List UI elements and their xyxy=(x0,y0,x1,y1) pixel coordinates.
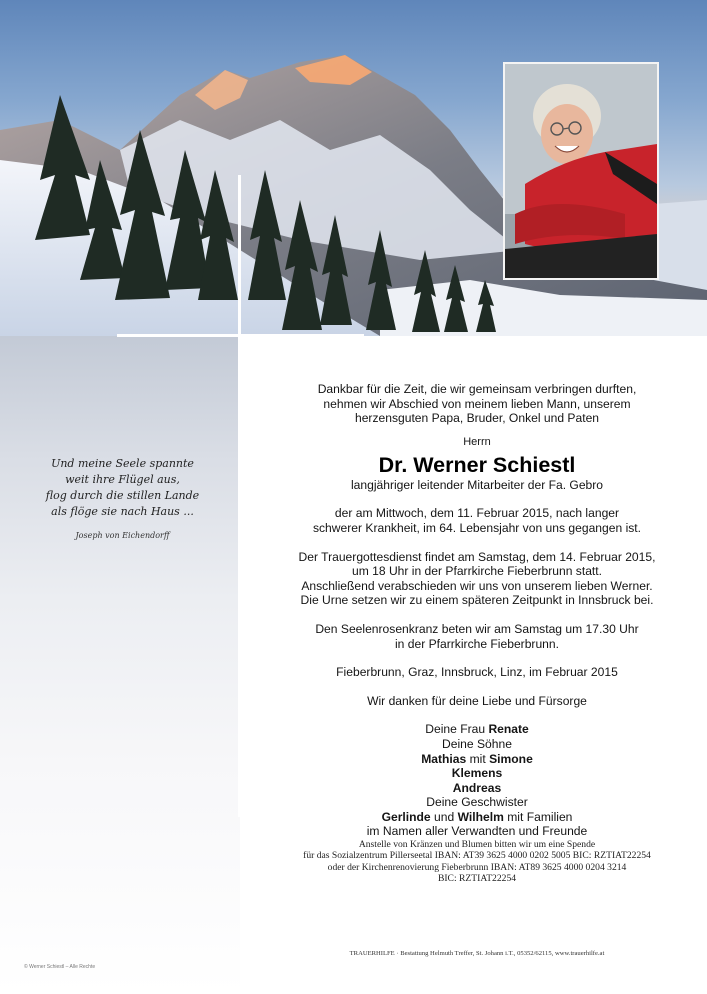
closing-line: im Namen aller Verwandten und Freunde xyxy=(366,824,588,839)
rosary-line: Den Seelenrosenkranz beten wir am Samstag um 17.30 Uhr xyxy=(315,621,639,636)
left-gradient-panel xyxy=(0,336,240,994)
donation-line: oder der Kirchenrenovierung Fieberbrunn IBAN: AT89 3625 4000 0204 3214 xyxy=(327,861,627,873)
son-name: Andreas xyxy=(452,780,502,795)
thanks-line: Wir danken für deine Liebe und Fürsorge xyxy=(367,693,587,708)
salutation: Herrn xyxy=(463,435,491,448)
siblings-label: Deine Geschwister xyxy=(426,795,528,810)
service-line: um 18 Uhr in der Pfarrkirche Fieberbrunn statt. xyxy=(351,564,603,579)
funeral-home-footer: TRAUERHILFE · Bestattung Helmuth Treffer, St. Johann i.T., 05352/62115, www.trauerhilfe.at xyxy=(349,950,605,957)
siblings-suffix: mit Familien xyxy=(507,809,573,824)
son-line xyxy=(252,752,702,767)
portrait-photo xyxy=(503,62,659,280)
son-name: Mathias xyxy=(421,751,467,766)
photo-credit: © Werner Schiestl – Alle Rechte xyxy=(24,964,96,970)
deceased-role: langjähriger leitender Mitarbeiter der Fa. Gebro xyxy=(350,477,604,492)
son-line xyxy=(252,781,702,796)
poem-line: als flöge sie nach Haus ... xyxy=(51,505,194,518)
connector-text: mit xyxy=(469,751,486,766)
place-date: Fieberbrunn, Graz, Innsbruck, Linz, im Februar 2015 xyxy=(336,665,618,680)
poem-line: flog durch die stillen Lande xyxy=(45,489,200,502)
obituary-text xyxy=(252,382,702,884)
son-name: Klemens xyxy=(451,766,503,781)
poem-author: Joseph von Eichendorff xyxy=(75,531,170,540)
wife-line xyxy=(252,722,702,737)
donation-line: BIC: RZTIAT22254 xyxy=(437,872,517,884)
donation-line: für das Sozialzentrum Pillerseetal IBAN: AT39 3625 4000 0202 5005 BIC: RZTIAT22254 xyxy=(303,850,651,862)
rosary-line: in der Pfarrkirche Fieberbrunn. xyxy=(394,636,559,651)
death-notice xyxy=(252,506,702,535)
connector-text: und xyxy=(434,809,455,824)
wife-prefix: Deine Frau xyxy=(425,722,486,737)
mourners-list xyxy=(252,722,702,824)
siblings-line xyxy=(252,810,702,825)
death-line: der am Mittwoch, dem 11. Februar 2015, nach langer xyxy=(334,506,620,521)
wife-name: Renate xyxy=(488,722,529,737)
service-line: Die Urne setzen wir zu einem späteren Zeitpunkt in Innsbruck bei. xyxy=(300,593,654,608)
donation-line: Anstelle von Kränzen und Blumen bitten wir um eine Spende xyxy=(358,839,596,851)
death-line: schwerer Krankheit, im 64. Lebensjahr von uns gegangen ist. xyxy=(312,520,642,535)
rosary-notice xyxy=(252,622,702,651)
service-line: Der Trauergottesdienst findet am Samstag, dem 14. Februar 2015, xyxy=(298,549,656,564)
intro-line: Dankbar für die Zeit, die wir gemeinsam verbringen durften, xyxy=(317,382,637,396)
funeral-service xyxy=(252,550,702,608)
poem xyxy=(30,456,215,520)
portrait-illustration xyxy=(505,64,657,278)
cross-horizontal-line xyxy=(117,334,364,337)
deceased-name: Dr. Werner Schiestl xyxy=(378,452,576,477)
partner-name: Simone xyxy=(489,751,533,766)
intro-line: nehmen wir Abschied von meinem lieben Mann, unserem xyxy=(323,396,631,411)
service-line: Anschließend verabschieden wir uns von unserem lieben Werner. xyxy=(301,578,653,593)
donation-notice xyxy=(252,839,702,884)
intro-line: herzensguten Papa, Bruder, Onkel und Paten xyxy=(354,411,600,426)
sibling-name: Wilhelm xyxy=(457,809,504,824)
poem-line: Und meine Seele spannte xyxy=(51,457,194,470)
son-line xyxy=(252,766,702,781)
sons-label: Deine Söhne xyxy=(442,736,512,751)
poem-line: weit ihre Flügel aus, xyxy=(65,473,180,486)
cross-vertical-line xyxy=(238,175,241,817)
sibling-name: Gerlinde xyxy=(381,809,431,824)
intro-text xyxy=(252,382,702,426)
